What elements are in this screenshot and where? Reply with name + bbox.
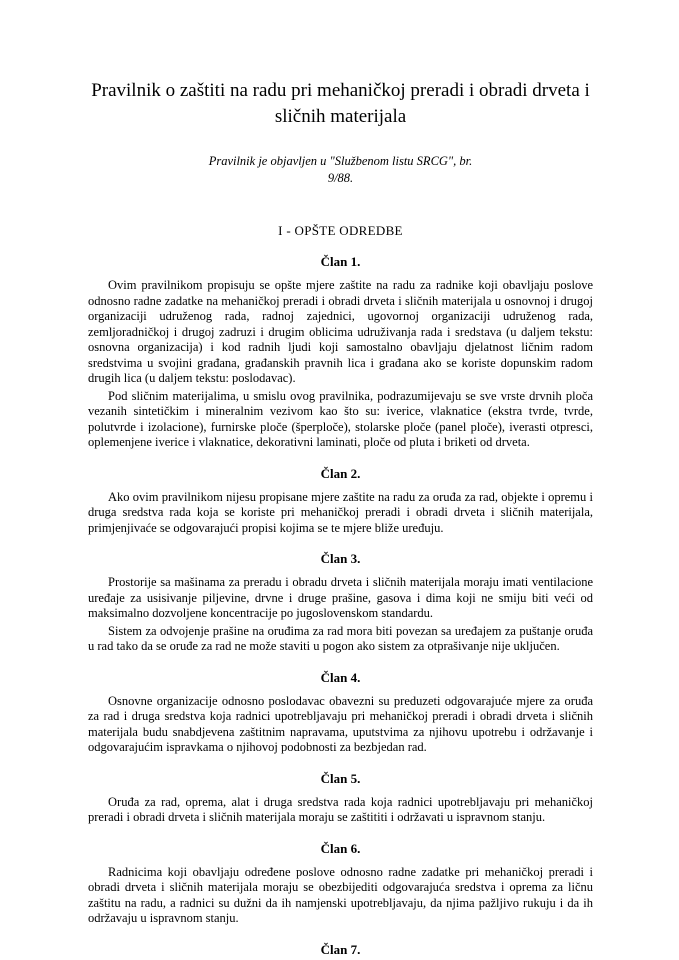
paragraph: Oruđa za rad, oprema, alat i druga sredstva rada koja radnici upotrebljavaju pri mehaničkoj preradi i obradi drveta i sličnih materijala moraju se zaštititi i održavati u ispravnom stanju. [88,794,593,825]
paragraph: Ako ovim pravilnikom nijesu propisane mjere zaštite na radu za oruđa za rad, objekte i opremu i druga sredstva rada koja se koriste pri mehaničkoj preradi i obradi drveta i sličnih materijala, primjenjivaće se odgovarajući propisi kojima se te mjere bliže uređuju. [88,489,593,535]
paragraph: Ovim pravilnikom propisuju se opšte mjere zaštite na radu za radnike koji obavljaju poslove odnosno radne zadatke na mehaničkoj preradi i obradi drveta i sličnih materijala u osnovnoj i drugoj organizaciji udruženog rada, radnoj zajednici, ugovornoj organizaciji udruženog rada, zemljoradničkoj i drugoj zadruzi i drugim oblicima udruživanja rada i sredstava (u daljem tekstu: osnovna organizacija) i kod radnih ljudi koji samostalno obavljaju djelatnost ličnim radom sredstvima u svojini građana, građanskih pravnih lica i građana ako se koriste dopunskim radom drugih lica (u daljem tekstu: poslodavac). [88,278,593,386]
article-5 [88,771,593,826]
paragraph: Prostorije sa mašinama za preradu i obradu drveta i sličnih materijala moraju imati ventilacione uređaje za usisivanje piljevine, drvne i druge prašine, gasova i dima koji ne smiju biti veći od maksimalno dozvoljene koncentracije po jugoslovenskom standardu. [88,575,593,621]
article-heading: Član 6. [320,840,361,856]
section-heading: I - OPŠTE ODREDBE [278,223,403,239]
paragraph: Osnovne organizacije odnosno poslodavac obavezni su preduzeti odgovarajuće mjere za oruđa za rad i druga sredstva koja radnici upotrebljavaju pri mehaničkoj preradi i obradi drveta i sličnih materijala budu snabdjevena zaštitnim napravama, uputstvima za njihovu upotrebu i održavanje i odgovarajućim ispravkama o njihovoj podobnosti za bezbjedan rad. [88,693,593,755]
paragraph: Sistem za odvojenje prašine na oruđima za rad mora biti povezan sa uređajem za puštanje oruđa u rad tako da se oruđe za rad ne može staviti u pogon ako sistem za otprašivanje nije uključen. [88,623,593,654]
article-7 [88,942,593,958]
article-heading: Član 5. [320,770,361,786]
paragraph: Pod sličnim materijalima, u smislu ovog pravilnika, podrazumijevaju se sve vrste drvnih ploča vezanih sintetičkim i mineralnim vezivom kao što su: iverice, vlaknatice (ekstra tvrde, tvrde, polutvrde i izolacione), furnirske ploče (šperploče), stolarske ploče (panel ploče), iverasti otpresci, oplemenjene iverice i vlaknatice, dekorativni laminati, ploče od pluta i briketi od drveta. [88,388,593,450]
article-heading: Član 4. [320,669,361,685]
article-heading: Član 2. [320,465,361,481]
document-title: Pravilnik o zaštiti na radu pri mehaničkoj preradi i obradi drveta i sličnih materijala [91,80,590,127]
publication-note-line1: Pravilnik je objavljen u "Službenom listu SRCG", br. [208,154,473,169]
publication-note [88,153,593,187]
article-1 [88,254,593,451]
publication-note-line2: 9/88. [327,171,354,186]
paragraph: Radnicima koji obavljaju određene poslove odnosno radne zadatke pri mehaničkoj preradi i obradi drveta i sličnih materijala moraju se obezbijediti odgovarajuća sredstva i oprema za ličnu zaštitu na radu, a radnici su dužni da ih namjenski upotrebljavaju, da njima pažljivo rukuju i da ih održavaju u ispravnom stanju. [88,864,593,926]
article-6 [88,841,593,927]
article-3 [88,551,593,655]
article-heading: Član 3. [320,551,361,567]
article-heading: Član 7. [320,941,361,957]
article-2 [88,466,593,537]
article-heading: Član 1. [320,254,361,270]
article-4 [88,670,593,756]
